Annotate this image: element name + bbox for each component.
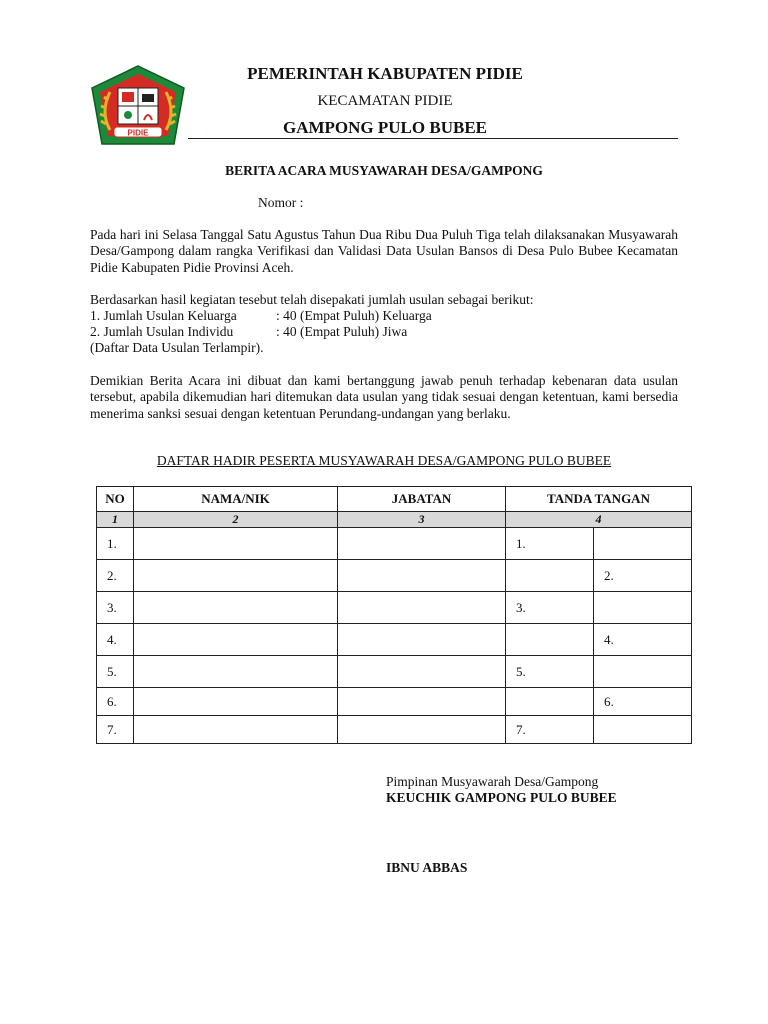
table-row <box>97 528 692 560</box>
table-row <box>97 716 692 744</box>
name-cell <box>134 624 338 656</box>
name-cell <box>134 560 338 592</box>
table-row <box>97 656 692 688</box>
signature-cell: 5. <box>506 656 594 688</box>
row-number: 4. <box>97 624 134 656</box>
name-cell <box>134 716 338 744</box>
row-number: 2. <box>97 560 134 592</box>
position-cell <box>338 624 506 656</box>
attendance-table-caption: DAFTAR HADIR PESERTA MUSYAWARAH DESA/GAMPONG PULO BUBEE <box>156 453 612 468</box>
column-index: 4 <box>506 512 692 528</box>
signature-cell <box>594 716 692 744</box>
table-row <box>97 560 692 592</box>
position-cell <box>338 592 506 624</box>
agreement-intro: Berdasarkan hasil kegiatan tesebut telah disepakati jumlah usulan sebagai berikut: <box>90 292 534 307</box>
column-index: 3 <box>338 512 506 528</box>
signature-cell <box>594 528 692 560</box>
column-header-signature: TANDA TANGAN <box>506 487 692 512</box>
regency-emblem <box>88 64 188 146</box>
agreement-item-family-label: 1. Jumlah Usulan Keluarga <box>90 308 237 323</box>
signature-cell <box>594 656 692 688</box>
letterhead-government: PEMERINTAH KABUPATEN PIDIE <box>247 64 523 83</box>
signatory-title: KEUCHIK GAMPONG PULO BUBEE <box>386 790 617 805</box>
row-number: 1. <box>97 528 134 560</box>
letterhead-district: KECAMATAN PIDIE <box>317 93 453 109</box>
name-cell <box>134 656 338 688</box>
table-row <box>97 624 692 656</box>
column-index: 1 <box>97 512 134 528</box>
signature-cell <box>594 592 692 624</box>
letterhead-divider <box>188 138 678 139</box>
opening-paragraph: Pada hari ini Selasa Tanggal Satu Agustus Tahun Dua Ribu Dua Puluh Tiga telah dilaksanakan Musyawarah Desa/Gampong dalam rangka Verifikasi dan Validasi Data Usulan Bansos di Desa Pulo Bubee Kecamatan Pidie Kabupaten Pidie Provinsi Aceh. <box>90 227 678 275</box>
column-header-no: NO <box>97 487 134 512</box>
position-cell <box>338 688 506 716</box>
signature-cell <box>506 688 594 716</box>
position-cell <box>338 560 506 592</box>
row-number: 6. <box>97 688 134 716</box>
signature-cell: 1. <box>506 528 594 560</box>
document-title: BERITA ACARA MUSYAWARAH DESA/GAMPONG <box>225 163 543 178</box>
position-cell <box>338 716 506 744</box>
agreement-item-individual-value: : 40 (Empat Puluh) Jiwa <box>276 324 408 339</box>
signature-cell: 6. <box>594 688 692 716</box>
agreement-note: (Daftar Data Usulan Terlampir). <box>90 340 264 355</box>
table-row <box>97 688 692 716</box>
signature-cell: 4. <box>594 624 692 656</box>
row-number: 3. <box>97 592 134 624</box>
row-number: 7. <box>97 716 134 744</box>
signature-cell <box>506 560 594 592</box>
column-header-name: NAMA/NIK <box>134 487 338 512</box>
emblem-ribbon-text: PIDIE <box>127 128 149 138</box>
closing-paragraph: Demikian Berita Acara ini dibuat dan kami bertanggung jawab penuh terhadap kebenaran data usulan tersebut, apabila dikemudian hari ditemukan data usulan yang tidak sesuai dengan ketentuan, kami bersedia menerima sanksi sesuai dengan ketentuan Perundang-undangan yang berlaku. <box>90 373 678 421</box>
table-row <box>97 592 692 624</box>
letterhead-village: GAMPONG PULO BUBEE <box>282 118 487 137</box>
attendance-table <box>96 486 692 744</box>
name-cell <box>134 592 338 624</box>
signature-cell: 2. <box>594 560 692 592</box>
signatory-role: Pimpinan Musyawarah Desa/Gampong <box>386 774 599 789</box>
signature-cell: 3. <box>506 592 594 624</box>
signature-cell: 7. <box>506 716 594 744</box>
name-cell <box>134 528 338 560</box>
column-index: 2 <box>134 512 338 528</box>
document-number: Nomor : <box>258 195 304 210</box>
agreement-item-family-value: : 40 (Empat Puluh) Keluarga <box>276 308 432 323</box>
signatory-name: IBNU ABBAS <box>386 860 468 875</box>
row-number: 5. <box>97 656 134 688</box>
name-cell <box>134 688 338 716</box>
position-cell <box>338 528 506 560</box>
signature-cell <box>506 624 594 656</box>
column-header-position: JABATAN <box>338 487 506 512</box>
position-cell <box>338 656 506 688</box>
agreement-item-individual-label: 2. Jumlah Usulan Individu <box>90 324 234 339</box>
